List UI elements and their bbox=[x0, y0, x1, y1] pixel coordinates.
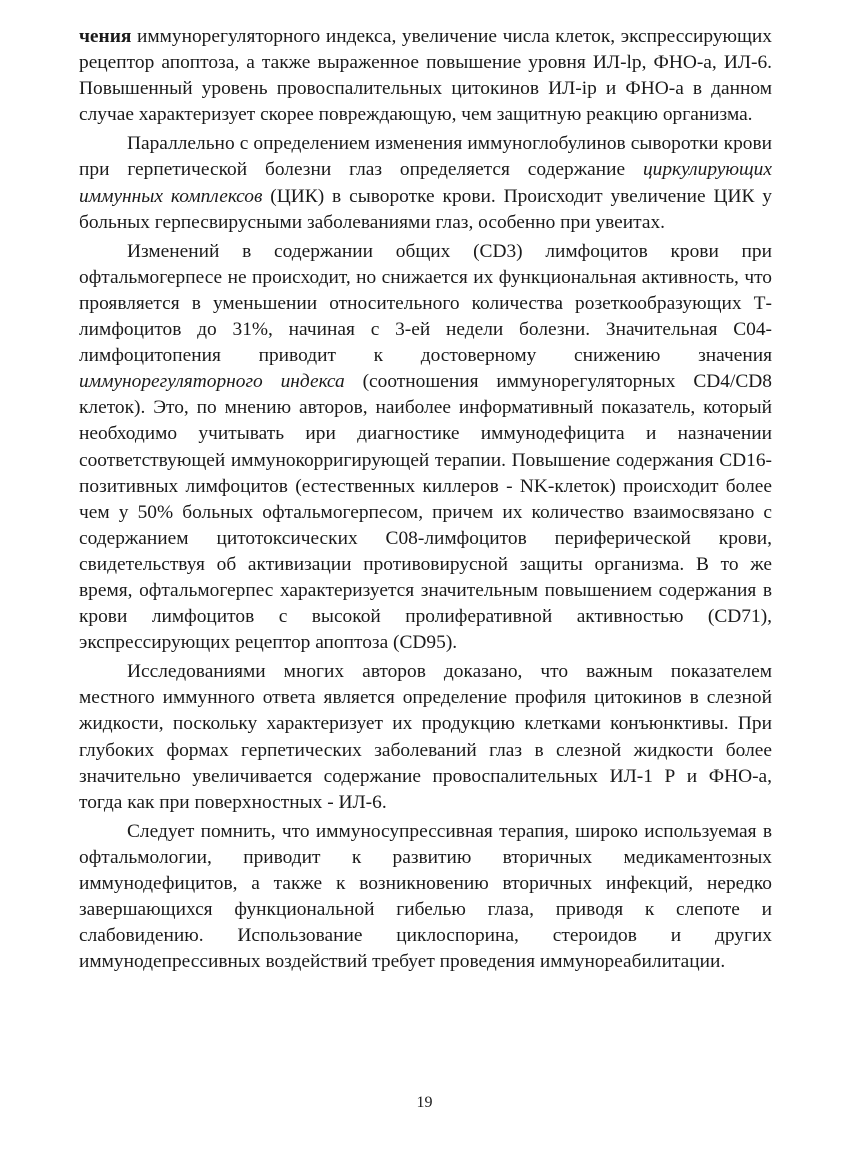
page-number: 19 bbox=[416, 1094, 433, 1111]
paragraph-1-text: иммунорегуляторного индекса, увеличение числа клеток, экспрессирующих рецептор апоптоза, а также выраженное повышение уровня ИЛ-lр, ФНО-а, ИЛ-6. Повышенный уровень провоспалительных цитокинов ИЛ-ip и ФНО-а в данном случае характеризует скорее повреждающую, чем защитную реакцию организма. bbox=[79, 26, 772, 126]
paragraph-2 bbox=[79, 131, 772, 235]
paragraph-3-italic-term: иммунорегуляторного индекса bbox=[79, 371, 345, 393]
body-text bbox=[79, 24, 772, 978]
paragraph-2-text-before: Параллельно с определением изменения иммуноглобулинов сыворотки крови при герпетической болезни глаз определяется содержание bbox=[79, 133, 772, 181]
paragraph-5-text: Следует помнить, что иммуносупрессивная терапия, широко используемая в офтальмологии, приводит к развитию вторичных медикаментозных иммунодефицитов, а также к возникновению вторичных инфекций, нередко завершающихся функциональной гибелью глаза, приводя к слепоте и слабовидению. Использование циклоспорина, стероидов и других иммунодепрессивных воздействий требует проведения иммунореабилитации. bbox=[79, 820, 772, 973]
paragraph-3-text-after: (соотношения иммунорегуляторных CD4/CD8 клеток). Это, по мнению авторов, наиболее информативный показатель, который необходимо учитывать ири диагностике иммунодефицита и назначении соответствующей иммунокорригирующей терапии. Повышение содержания CD16-позитивных лимфоцитов (естественных киллеров - NK-клеток) происходит более чем у 50% больных офтальмогерпесом, причем их количество взаимосвязано с содержанием цитотоксических С08-лимфоцитов периферической крови, свидетельствуя об активизации противовирусной защиты организма. В то же время, офтальмогерпес характеризуется значительным повышением содержания в крови лимфоцитов с высокой пролиферативной активностью (CD71), экспрессирующих рецептор апоптоза (CD95). bbox=[79, 371, 772, 654]
paragraph-4-text: Исследованиями многих авторов доказано, что важным показателем местного иммунного ответа является определение профиля цитокинов в слезной жидкости, поскольку характеризует их продукцию клетками конъюнктивы. При глубоких формах герпетических заболеваний глаз в слезной жидкости более значительно увеличивается содержание провоспалительных ИЛ-1 Р и ФНО-а, тогда как при поверхностных - ИЛ-6. bbox=[79, 661, 772, 813]
paragraph-2-italic-term: циркулирующих иммунных комплексов bbox=[79, 159, 772, 207]
paragraph-2-text-after: (ЦИК) в сыворотке крови. Происходит увеличение ЦИК у больных герпесвирусными заболеваниями глаз, особенно при увеитах. bbox=[79, 185, 772, 233]
paragraph-1-lead: чения bbox=[79, 26, 132, 47]
paragraph-3 bbox=[79, 239, 772, 657]
paragraph-3-text-before: Изменений в содержании общих (CD3) лимфоцитов крови при офтальмогерпесе не происходит, но снижается их функциональная активность, что проявляется в уменьшении относительного количества розеткообразующих Т-лимфоцитов до 31%, начиная с 3-ей недели болезни. Значительная С04-лимфоцитопения приводит к достоверному снижению значения bbox=[79, 240, 772, 367]
paragraph-4 bbox=[79, 659, 772, 816]
paragraph-5 bbox=[79, 819, 772, 976]
paragraph-1 bbox=[79, 24, 772, 128]
